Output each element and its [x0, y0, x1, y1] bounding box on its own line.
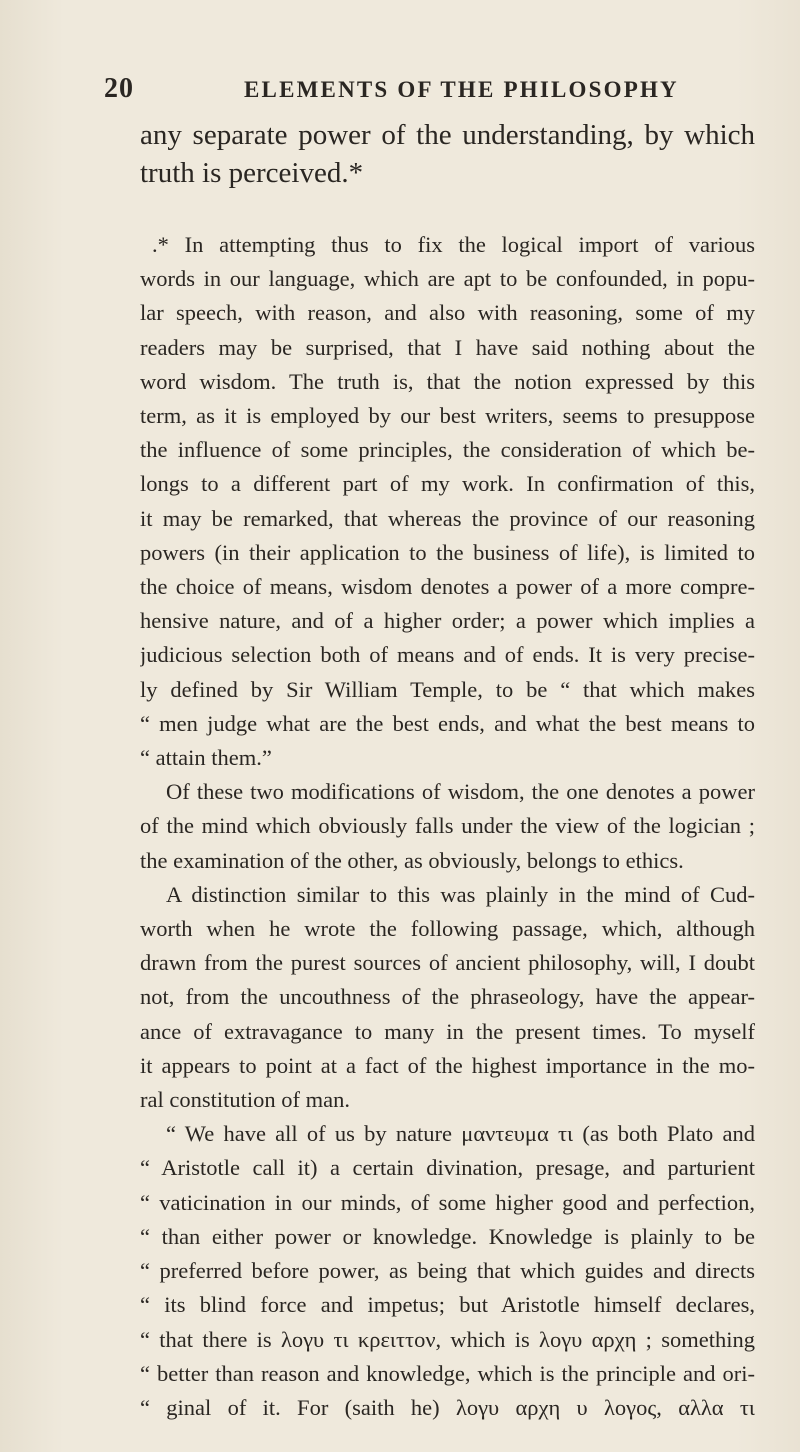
footnote-line: worth when he wrote the following passage, which, although: [140, 916, 755, 942]
footnote-line: longs to a different part of my work. In confirmation of this,: [140, 471, 755, 497]
running-head: ELEMENTS OF THE PHILOSOPHY: [244, 77, 679, 102]
footnote-line: not, from the uncouthness of the phraseology, have the appear-: [140, 984, 755, 1010]
page-number: 20: [104, 73, 134, 104]
footnote-line: “ men judge what are the best ends, and what the best means to: [140, 710, 755, 736]
main-text: [140, 116, 755, 192]
footnote-line: .* In attempting thus to fix the logical import of various: [152, 232, 755, 257]
footnote-line: ly defined by Sir William Temple, to be “ that which makes: [140, 676, 755, 702]
footnote-line: term, as it is employed by our best writers, seems to presuppose: [140, 403, 755, 429]
footnote-line: “ attain them.”: [140, 745, 272, 771]
footnote-line: A distinction similar to this was plainly in the mind of Cud-: [166, 881, 755, 907]
footnote-line: the examination of the other, as obviously, belongs to ethics.: [140, 847, 684, 873]
page-header: [104, 73, 730, 107]
footnote-line: hensive nature, and of a higher order; a power which implies a: [140, 608, 755, 634]
footnote-line: readers may be surprised, that I have said nothing about the: [140, 334, 755, 360]
footnote-line: words in our language, which are apt to be confounded, in popu-: [140, 266, 755, 292]
footnote-line: “ better than reason and knowledge, which is the principle and ori-: [140, 1360, 755, 1386]
footnote-line: drawn from the purest sources of ancient philosophy, will, I doubt: [140, 950, 755, 976]
footnote-line: of the mind which obviously falls under the view of the logician ;: [140, 813, 755, 839]
footnote-line: “ ginal of it. For (saith he) λογυ αρχη υ λογος, αλλα τι: [140, 1394, 755, 1420]
footnote-line: “ that there is λογυ τι κρειττον, which is λογυ αρχη ; something: [140, 1326, 755, 1352]
footnote-line: ral constitution of man.: [140, 1087, 350, 1113]
footnote-line: judicious selection both of means and of ends. It is very precise-: [140, 642, 755, 668]
footnote-line: “ than either power or knowledge. Knowledge is plainly to be: [140, 1223, 755, 1249]
footnote-line: the influence of some principles, the consideration of which be-: [140, 437, 755, 463]
footnote-line: “ its blind force and impetus; but Aristotle himself declares,: [140, 1292, 755, 1318]
footnote-line: it may be remarked, that whereas the province of our reasoning: [140, 505, 755, 531]
main-line: truth is perceived.*: [140, 157, 364, 189]
footnote-line: “ We have all of us by nature μαντευμα τι (as both Plato and: [166, 1121, 755, 1147]
footnote: [140, 228, 755, 1425]
footnote-line: word wisdom. The truth is, that the notion expressed by this: [140, 368, 755, 394]
footnote-line: lar speech, with reason, and also with reasoning, some of my: [140, 300, 755, 326]
footnote-line: it appears to point at a fact of the highest importance in the mo-: [140, 1052, 755, 1078]
footnote-line: “ preferred before power, as being that which guides and directs: [140, 1258, 755, 1284]
footnote-line: the choice of means, wisdom denotes a power of a more compre-: [140, 574, 755, 600]
footnote-line: Of these two modifications of wisdom, the one denotes a power: [166, 779, 755, 805]
footnote-line: powers (in their application to the business of life), is limited to: [140, 539, 755, 565]
footnote-line: ance of extravagance to many in the present times. To myself: [140, 1018, 755, 1044]
footnote-line: “ vaticination in our minds, of some higher good and perfection,: [140, 1189, 755, 1215]
footnote-line: “ Aristotle call it) a certain divination, presage, and parturient: [140, 1155, 755, 1181]
main-line: any separate power of the understanding, by which: [140, 119, 755, 151]
